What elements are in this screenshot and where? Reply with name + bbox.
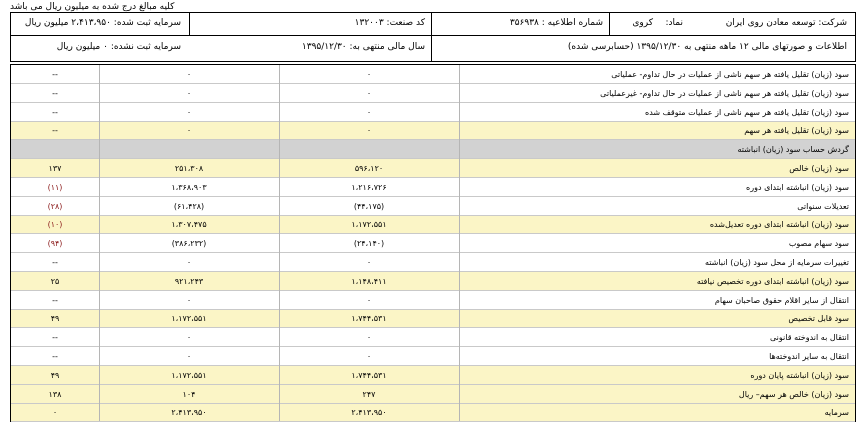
value-previous-year: ۲،۴۱۳،۹۵۰	[171, 408, 207, 418]
row-label: سود (زیان) تقلیل یافته هر سهم	[744, 126, 849, 136]
value-change-percent: ۲۵	[50, 276, 60, 286]
table-row	[11, 291, 855, 310]
row-label: سود (زیان) تقلیل یافته هر سهم ناشی از عملیات در حال تداوم- عملیاتی	[611, 70, 849, 79]
row-label: انتقال به سایر اندوخته‌ها	[769, 352, 849, 361]
value-change-percent: ۴۹	[50, 314, 60, 324]
row-label: گردش حساب سود (زیان) انباشته	[737, 145, 849, 155]
value-change-percent: --	[52, 333, 58, 343]
value-change-percent: --	[52, 352, 58, 361]
value-current-year: ۵۹۶،۱۲۰	[354, 164, 384, 173]
value-change-percent: --	[52, 258, 58, 267]
table-row	[11, 253, 855, 272]
value-change-percent: (۲۸)	[47, 201, 63, 211]
fiscal-year-end: سال مالی منتهی به: ۱۳۹۵/۱۲/۳۰	[301, 42, 425, 52]
value-current-year: (۲۴،۱۴۰)	[353, 239, 385, 249]
value-change-percent: (۹۴)	[47, 239, 63, 249]
value-previous-year: (۳۸۶،۲۳۲)	[171, 239, 207, 249]
table-row	[11, 84, 855, 103]
row-label: سود قابل تخصیص	[788, 314, 849, 324]
table-row	[11, 272, 855, 291]
value-current-year: ۱،۱۴۸،۴۱۱	[351, 276, 387, 286]
value-current-year: ۰	[366, 258, 372, 267]
table-row	[11, 178, 855, 197]
row-label: سرمایه	[824, 408, 849, 418]
value-change-percent: ۱۳۷	[48, 164, 62, 173]
value-previous-year: ۰	[186, 352, 192, 361]
unregistered-capital: سرمایه ثبت نشده: ۰ میلیون ریال	[56, 42, 181, 52]
value-change-percent: ۰	[52, 408, 58, 418]
value-current-year: ۱،۷۴۴،۵۳۱	[351, 314, 387, 324]
table-row	[11, 309, 855, 328]
value-current-year: ۱،۷۴۴،۵۳۱	[351, 370, 387, 380]
table-row	[11, 328, 855, 347]
value-previous-year: ۱۰۴	[182, 389, 196, 399]
value-current-year: ۲۴۷	[362, 389, 376, 399]
table-row	[11, 103, 855, 122]
value-change-percent: --	[52, 107, 58, 117]
value-change-percent: ۴۹	[50, 370, 60, 380]
table-row	[11, 366, 855, 385]
table-row	[11, 65, 855, 84]
row-label: سود (زیان) انباشته ابتدای دوره تعدیل‌شده	[709, 220, 849, 230]
value-current-year: ۲،۴۱۳،۹۵۰	[351, 408, 387, 418]
table-row	[11, 403, 855, 422]
notice-number: شماره اطلاعیه : ۳۵۶۹۳۸	[509, 18, 603, 28]
symbol-label: نماد:	[665, 18, 683, 28]
table-row	[11, 159, 855, 178]
value-previous-year: ۰	[186, 126, 192, 136]
row-label: سود (زیان) تقلیل یافته هر سهم ناشی از عملیات متوقف شده	[645, 107, 849, 117]
value-previous-year	[99, 140, 279, 159]
value-change-percent: --	[52, 295, 58, 305]
value-current-year	[279, 140, 459, 159]
value-previous-year: ۱،۱۷۲،۵۵۱	[171, 314, 207, 324]
row-label: سود (زیان) انباشته ابتدای دوره	[746, 182, 849, 192]
table-row	[11, 234, 855, 253]
table-row	[11, 121, 855, 140]
value-previous-year: ۱،۳۰۷،۴۷۵	[171, 220, 207, 230]
value-previous-year: ۰	[186, 107, 192, 117]
value-change-percent: (۱۰)	[47, 220, 63, 230]
row-label: تغییرات سرمایه از محل سود (زیان) انباشته	[704, 258, 849, 267]
value-current-year: ۰	[366, 107, 372, 117]
value-change-percent: --	[52, 70, 58, 79]
value-current-year: ۰	[366, 333, 372, 343]
value-change-percent: (۱۱)	[47, 182, 63, 192]
row-label: انتقال به اندوخته قانونی	[770, 333, 849, 343]
value-change-percent: ۱۳۸	[48, 389, 62, 399]
table-row	[11, 347, 855, 366]
row-label: سود سهام مصوب	[788, 239, 849, 249]
value-previous-year: ۰	[186, 333, 192, 343]
value-previous-year: ۰	[186, 295, 192, 305]
table-row	[11, 385, 855, 404]
report-title: اطلاعات و صورتهای مالی ۱۲ ماهه منتهی به ۱۳۹۵/۱۲/۳۰ (حسابرسی شده)	[567, 42, 847, 52]
value-current-year: ۰	[366, 352, 372, 361]
registered-capital: سرمایه ثبت شده: ۲،۴۱۳،۹۵۰ میلیون ریال	[24, 18, 181, 28]
table-row	[11, 197, 855, 216]
value-previous-year: ۰	[186, 258, 192, 267]
value-current-year: ۰	[366, 70, 372, 79]
symbol-value: کروی	[632, 18, 653, 28]
value-change-percent	[11, 140, 99, 159]
row-label: سود (زیان) خالص هر سهم– ریال	[738, 389, 849, 399]
row-label: انتقال از سایر اقلام حقوق صاحبان سهام	[714, 295, 849, 305]
row-label: سود (زیان) انباشته پایان دوره	[750, 370, 849, 380]
amount-unit-note: کلیه مبالغ درج شده به میلیون ریال می باشد	[10, 2, 175, 12]
value-change-percent: --	[52, 88, 58, 98]
value-previous-year: ۱،۱۷۲،۵۵۱	[171, 370, 207, 380]
value-current-year: ۰	[366, 295, 372, 305]
value-previous-year: ۰	[186, 70, 192, 79]
value-current-year: ۰	[366, 126, 372, 136]
row-label: سود (زیان) انباشته ابتدای دوره تخصیص نیافته	[696, 276, 849, 286]
row-label: سود (زیان) خالص	[789, 164, 849, 173]
company-name: شرکت: توسعه معادن روی ایران	[725, 18, 847, 28]
value-current-year: ۰	[366, 88, 372, 98]
table-row	[11, 140, 855, 159]
value-previous-year: ۹۲۱،۲۴۳	[174, 276, 204, 286]
value-current-year: ۱،۲۱۶،۷۲۶	[351, 182, 387, 192]
row-label: تعدیلات سنواتی	[797, 201, 849, 211]
value-previous-year: ۱،۳۶۸،۹۰۳	[171, 182, 207, 192]
industry-code: کد صنعت: ۱۳۲۰۰۳	[354, 18, 425, 28]
value-previous-year: ۰	[186, 88, 192, 98]
report-header	[10, 12, 856, 62]
financial-table	[10, 64, 856, 422]
value-current-year: (۴۴،۱۷۵)	[353, 201, 385, 211]
value-current-year: ۱،۱۷۲،۵۵۱	[351, 220, 387, 230]
table-row	[11, 215, 855, 234]
value-previous-year: ۲۵۱،۳۰۸	[174, 164, 204, 173]
value-change-percent: --	[52, 126, 58, 136]
value-previous-year: (۶۱،۴۲۸)	[173, 201, 205, 211]
row-label: سود (زیان) تقلیل یافته هر سهم ناشی از عملیات در حال تداوم- غیرعملیاتی	[600, 88, 849, 98]
